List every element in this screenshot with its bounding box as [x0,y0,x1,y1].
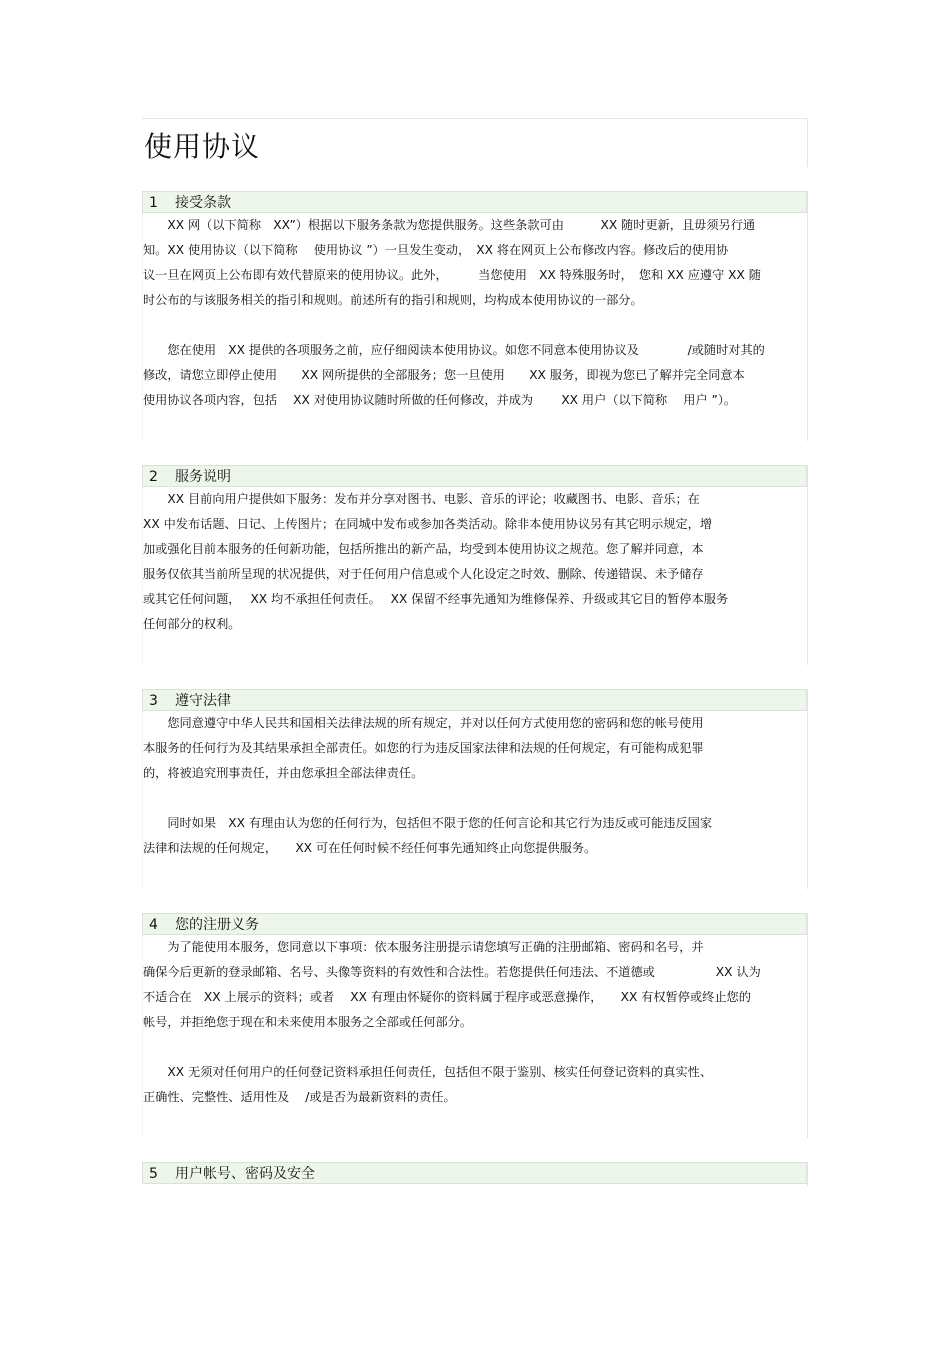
document-page [142,118,808,1186]
section-2 [142,465,808,665]
paragraph-gap [143,786,807,811]
section-heading [142,191,807,213]
section-5 [142,1162,808,1186]
page-title: 使用协议 [144,130,261,163]
paragraph-line: 正确性、完整性、适用性及 /或是否为最新资料的责任。 [143,1090,456,1104]
section-4 [142,913,808,1138]
paragraph-gap [143,313,807,338]
paragraph [143,711,807,786]
section-heading [142,1162,807,1184]
section-1 [142,191,808,441]
section-heading [142,465,807,487]
section-heading-text: 用户帐号、密码及安全 [175,1166,315,1182]
section-number: 2 [149,469,158,485]
paragraph-line: 任何部分的权利。 [143,617,241,631]
section-heading-text: 您的注册义务 [175,917,259,933]
section-number: 1 [149,195,158,211]
paragraph [143,811,807,861]
paragraph-line: 确保今后更新的登录邮箱、名号、头像等资料的有效性和合法性。若您提供任何违法、不道德或 XX 认为 [143,965,761,979]
paragraph-line: 加或强化目前本服务的任何新功能，包括所推出的新产品，均受到本使用协议之规范。您了解并同意，本 [143,542,704,556]
paragraph-line: 或其它任何问题， XX 均不承担任何责任。 XX 保留不经事先通知为维修保养、升级或其它目的暂停本服务 [143,592,729,606]
paragraph [143,487,807,637]
paragraph-line: 本服务的任何行为及其结果承担全部责任。如您的行为违反国家法律和法规的任何规定，有可能构成犯罪 [143,741,704,755]
paragraph-line: 修改，请您立即停止使用 XX 网所提供的全部服务；您一旦使用 XX 服务，即视为您已了解并完全同意本 [143,368,745,382]
section-heading [142,913,807,935]
title-box [142,118,808,167]
paragraph-line: XX 目前向用户提供如下服务：发布并分享对图书、电影、音乐的评论；收藏图书、电影、音乐；在 [143,492,700,506]
paragraph-gap [143,1035,807,1060]
paragraph-line: 帐号，并拒绝您于现在和未来使用本服务之全部或任何部分。 [143,1015,473,1029]
paragraph-line: 法律和法规的任何规定， XX 可在任何时候不经任何事先通知终止向您提供服务。 [143,841,597,855]
paragraph-line: 您同意遵守中华人民共和国相关法律法规的所有规定，并对以任何方式使用您的密码和您的帐号使用 [143,716,704,730]
section-number: 3 [149,693,158,709]
paragraph-line: 知。XX 使用协议（以下简称 使用协议 ”）一旦发生变动， XX 将在网页上公布修改内容。修改后的使用协 [143,243,729,257]
paragraph-line: XX 中发布话题、日记、上传图片；在同城中发布或参加各类活动。除非本使用协议另有其它明示规定，增 [143,517,713,531]
section-number: 4 [149,917,158,933]
paragraph-line: 为了能使用本服务，您同意以下事项：依本服务注册提示请您填写正确的注册邮箱、密码和名号，并 [143,940,704,954]
paragraph [143,1060,807,1110]
paragraph-line: 服务仅依其当前所呈现的状况提供，对于任何用户信息或个人化设定之时效、删除、传递错误、未予储存 [143,567,704,581]
paragraph-line: XX 无须对任何用户的任何登记资料承担任何责任，包括但不限于鉴别、核实任何登记资料的真实性、 [143,1065,713,1079]
section-number: 5 [149,1166,158,1182]
paragraph-line: 同时如果 XX 有理由认为您的任何行为，包括但不限于您的任何言论和其它行为违反或可能违反国家 [143,816,713,830]
paragraph-line: 不适合在 XX 上展示的资料；或者 XX 有理由怀疑你的资料属于程序或恶意操作， XX 有权暂停或终止您的 [143,990,751,1004]
paragraph-line: 议一旦在网页上公布即有效代替原来的使用协议。此外， 当您使用 XX 特殊服务时， 您和 XX 应遵守 XX 随 [143,268,761,282]
section-heading-text: 服务说明 [175,469,231,485]
paragraph-line: 时公布的与该服务相关的指引和规则。前述所有的指引和规则，均构成本使用协议的一部分。 [143,293,643,307]
section-heading-text: 遵守法律 [175,693,231,709]
paragraph-line: XX 网（以下简称 XX”）根据以下服务条款为您提供服务。这些条款可由 XX 随时更新，且毋须另行通 [143,218,756,232]
paragraph [143,935,807,1035]
section-heading-text: 接受条款 [175,195,231,211]
paragraph-line: 使用协议各项内容，包括 XX 对使用协议随时所做的任何修改，并成为 XX 用户（以下简称 用户 ”）。 [143,393,737,407]
sections-container [142,191,808,1186]
paragraph-line: 的，将被追究刑事责任，并由您承担全部法律责任。 [143,766,424,780]
paragraph-line: 您在使用 XX 提供的各项服务之前，应仔细阅读本使用协议。如您不同意本使用协议及 /或随时对其的 [143,343,765,357]
section-heading [142,689,807,711]
section-3 [142,689,808,889]
paragraph [143,338,807,413]
paragraph [143,213,807,313]
